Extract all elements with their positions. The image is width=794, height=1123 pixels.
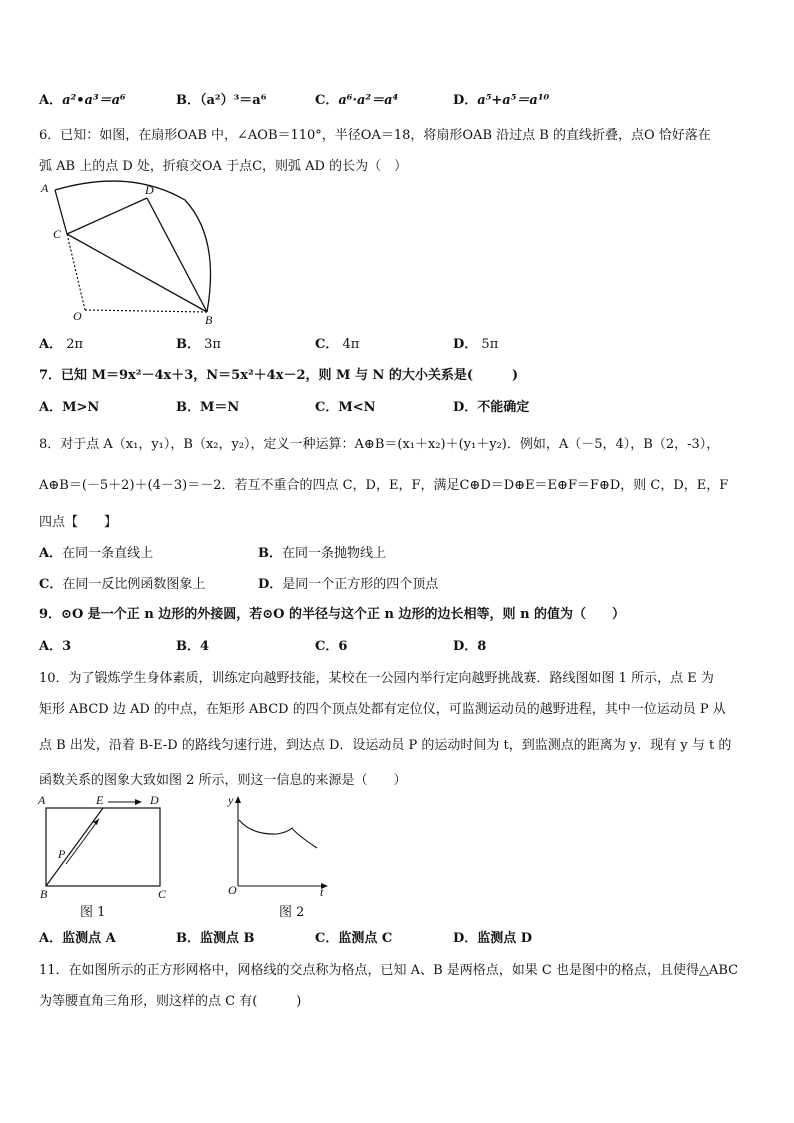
arrow-be	[66, 819, 99, 864]
q10-stem-line3: 点 B 出发，沿着 B-E-D 的路线匀速行进，到达点 D．设运动员 P 的运动时间为 t，到监测点的距离为 y．现有 y 与 t 的	[39, 738, 732, 753]
arrow-ed-head	[135, 799, 142, 805]
q5-option-a: A．a²•a³＝a⁶	[39, 93, 126, 108]
q10-stem-line4: 函数关系的图象大致如图 2 所示，则这一信息的来源是（ ）	[39, 773, 407, 788]
q7-option-b: B．M＝N	[176, 400, 240, 415]
q5-option-c: C．a⁶·a²＝a⁴	[315, 93, 399, 108]
q7-option-c: C．M<N	[315, 400, 376, 415]
segment-oc	[67, 234, 85, 310]
q10-figure-2	[222, 790, 332, 900]
q10-option-c: C．监测点 C	[315, 931, 393, 946]
q8-stem-line3: 四点【 】	[39, 515, 118, 530]
q9-stem: 9．⊙O 是一个正 n 边形的外接圆，若⊙O 的半径与这个正 n 边形的边长相等，则 n 的值为（ ）	[39, 607, 626, 622]
label-a: A	[41, 181, 49, 195]
q10-fig1-caption: 图 1	[80, 905, 106, 920]
q5-option-d: D．a⁵+a⁵＝a¹⁰	[453, 93, 550, 108]
label-b: B	[40, 887, 48, 901]
segment-be	[46, 808, 103, 886]
q10-option-b: B．监测点 B	[176, 931, 255, 946]
label-t: t	[320, 885, 324, 899]
q7-option-d: D．不能确定	[453, 400, 530, 415]
label-y: y	[228, 793, 234, 807]
q6-stem-line2: 弧 AB 上的点 D 处，折痕交OA 于点C，则弧 AD 的长为（ ）	[39, 159, 408, 174]
q10-stem-line1: 10．为了锻炼学生身体素质，训练定向越野技能，某校在一公园内举行定向越野挑战赛．路线图如图 1 所示，点 E 为	[39, 671, 714, 686]
q11-stem-line1: 11．在如图所示的正方形网格中，网格线的交点称为格点，已知 A、B 是两格点，如果 C 也是图中的格点，且使得△ABC	[39, 963, 739, 978]
q6-sector-figure	[35, 178, 225, 327]
label-e: E	[96, 793, 104, 807]
label-p: P	[58, 847, 66, 861]
segment-ob	[85, 310, 207, 312]
q8-stem-line2: A⊕B＝(－5＋2)＋(4－3)＝－2．若互不重合的四点 C，D，E，F，满足C⊕D＝D⊕E＝E⊕F＝F⊕D，则 C，D，E，F	[39, 478, 729, 493]
q6-option-b: B． 3π	[176, 337, 221, 352]
label-c: C	[53, 227, 62, 241]
q9-option-a: A．3	[39, 639, 72, 654]
q7-option-a: A．M>N	[39, 400, 100, 415]
q9-option-d: D．8	[453, 639, 487, 654]
y-t-curve	[239, 820, 317, 848]
label-o: O	[73, 309, 82, 323]
q10-option-a: A．监测点 A	[39, 931, 116, 946]
q11-stem-line2: 为等腰直角三角形，则这样的点 C 有( )	[39, 994, 302, 1009]
q10-option-d: D．监测点 D	[453, 931, 533, 946]
segment-cd	[67, 198, 147, 234]
label-d: D	[145, 183, 154, 197]
q10-stem-line2: 矩形 ABCD 边 AD 的中点，在矩形 ABCD 的四个顶点处都有定位仪，可监测运动员的越野进程，其中一位运动员 P 从	[39, 702, 726, 717]
q5-option-b: B．（a²）³＝a⁶	[176, 93, 267, 108]
arc-ab	[55, 181, 211, 312]
q8-stem-line1: 8．对于点 A（x₁，y₁），B（x₂，y₂），定义一种运算：A⊕B＝(x₁＋x₂)＋(y₁＋y₂)．例如，A（－5，4），B（2，-3），	[39, 437, 720, 452]
q6-option-d: D． 5π	[453, 337, 499, 352]
q6-option-c: C． 4π	[315, 337, 360, 352]
q6-stem-line1: 6．已知：如图，在扇形OAB 中，∠AOB＝110°，半径OA＝18，将扇形OAB 沿过点 B 的直线折叠，点O 恰好落在	[39, 128, 711, 143]
q6-option-a: A． 2π	[39, 337, 84, 352]
q10-figure-1	[36, 794, 176, 904]
q9-option-c: C．6	[315, 639, 348, 654]
label-o: O	[228, 883, 237, 897]
q10-fig2-caption: 图 2	[279, 905, 305, 920]
label-c: C	[158, 887, 167, 901]
label-d: D	[150, 793, 159, 807]
q9-option-b: B．4	[176, 639, 210, 654]
q7-stem: 7．已知 M＝9x²－4x＋3，N＝5x²＋4x－2，则 M 与 N 的大小关系是( )	[39, 368, 519, 383]
label-b: B	[205, 313, 213, 327]
q8-option-a: A．在同一条直线上	[39, 546, 154, 561]
y-axis-arrow	[235, 796, 241, 803]
q8-option-d: D．是同一个正方形的四个顶点	[258, 577, 439, 592]
q8-option-c: C．在同一反比例函数图象上	[39, 577, 206, 592]
q8-option-b: B．在同一条抛物线上	[258, 546, 387, 561]
label-a: A	[38, 793, 46, 807]
